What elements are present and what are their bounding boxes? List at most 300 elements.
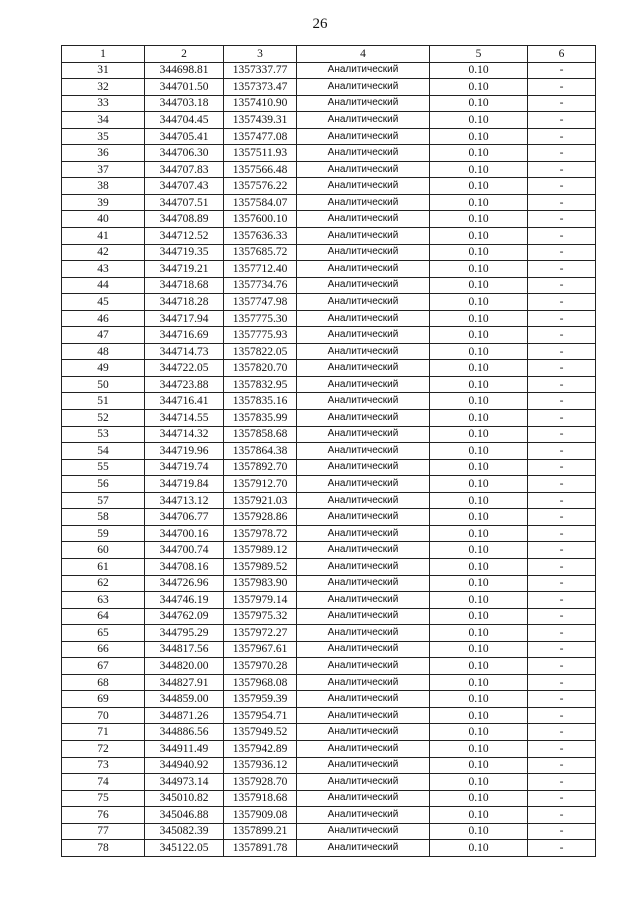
point-number-cell: 57 [62,492,145,509]
x-coordinate-cell: 344817.56 [145,641,224,658]
method-cell: Аналитический [297,360,430,377]
point-number-cell: 55 [62,459,145,476]
point-number-cell: 56 [62,476,145,493]
table-row [62,95,596,112]
note-cell: - [528,128,596,145]
method-cell: Аналитический [297,145,430,162]
method-cell: Аналитический [297,327,430,344]
method-cell: Аналитический [297,310,430,327]
point-number-cell: 54 [62,443,145,460]
accuracy-cell: 0.10 [430,228,528,245]
accuracy-cell: 0.10 [430,360,528,377]
y-coordinate-cell: 1357820.70 [224,360,297,377]
table-row [62,145,596,162]
y-coordinate-cell: 1357899.21 [224,823,297,840]
y-coordinate-cell: 1357983.90 [224,575,297,592]
y-coordinate-cell: 1357712.40 [224,261,297,278]
table-row [62,443,596,460]
point-number-cell: 68 [62,674,145,691]
note-cell: - [528,558,596,575]
note-cell: - [528,575,596,592]
y-coordinate-cell: 1357909.08 [224,807,297,824]
table-row [62,542,596,559]
x-coordinate-cell: 344714.55 [145,410,224,427]
method-cell: Аналитический [297,691,430,708]
method-cell: Аналитический [297,658,430,675]
table-row [62,823,596,840]
accuracy-cell: 0.10 [430,443,528,460]
table-row [62,310,596,327]
x-coordinate-cell: 344706.77 [145,509,224,526]
x-coordinate-cell: 344859.00 [145,691,224,708]
point-number-cell: 53 [62,426,145,443]
table-row [62,525,596,542]
table-row [62,608,596,625]
note-cell: - [528,228,596,245]
y-coordinate-cell: 1357949.52 [224,724,297,741]
method-cell: Аналитический [297,625,430,642]
y-coordinate-cell: 1357928.70 [224,774,297,791]
table-row [62,327,596,344]
table-row [62,393,596,410]
accuracy-cell: 0.10 [430,244,528,261]
method-cell: Аналитический [297,492,430,509]
method-cell: Аналитический [297,790,430,807]
x-coordinate-cell: 344716.41 [145,393,224,410]
method-cell: Аналитический [297,228,430,245]
point-number-cell: 38 [62,178,145,195]
point-number-cell: 62 [62,575,145,592]
table-row [62,724,596,741]
column-header: 6 [528,46,596,63]
coordinates-table [61,45,596,857]
note-cell: - [528,410,596,427]
accuracy-cell: 0.10 [430,194,528,211]
accuracy-cell: 0.10 [430,542,528,559]
method-cell: Аналитический [297,62,430,79]
point-number-cell: 49 [62,360,145,377]
x-coordinate-cell: 344722.05 [145,360,224,377]
x-coordinate-cell: 344707.51 [145,194,224,211]
y-coordinate-cell: 1357975.32 [224,608,297,625]
table-row [62,128,596,145]
x-coordinate-cell: 344719.96 [145,443,224,460]
accuracy-cell: 0.10 [430,145,528,162]
accuracy-cell: 0.10 [430,161,528,178]
method-cell: Аналитический [297,807,430,824]
accuracy-cell: 0.10 [430,62,528,79]
accuracy-cell: 0.10 [430,592,528,609]
y-coordinate-cell: 1357928.86 [224,509,297,526]
y-coordinate-cell: 1357636.33 [224,228,297,245]
table-row [62,343,596,360]
x-coordinate-cell: 345082.39 [145,823,224,840]
point-number-cell: 39 [62,194,145,211]
accuracy-cell: 0.10 [430,790,528,807]
x-coordinate-cell: 344716.69 [145,327,224,344]
note-cell: - [528,740,596,757]
point-number-cell: 43 [62,261,145,278]
note-cell: - [528,542,596,559]
note-cell: - [528,641,596,658]
note-cell: - [528,459,596,476]
point-number-cell: 65 [62,625,145,642]
y-coordinate-cell: 1357373.47 [224,79,297,96]
accuracy-cell: 0.10 [430,658,528,675]
table-row [62,277,596,294]
page-number: 26 [312,16,328,32]
accuracy-cell: 0.10 [430,327,528,344]
note-cell: - [528,691,596,708]
y-coordinate-cell: 1357936.12 [224,757,297,774]
method-cell: Аналитический [297,774,430,791]
y-coordinate-cell: 1357477.08 [224,128,297,145]
table-row [62,774,596,791]
table-row [62,376,596,393]
table-row [62,592,596,609]
table-row [62,641,596,658]
y-coordinate-cell: 1357835.16 [224,393,297,410]
y-coordinate-cell: 1357921.03 [224,492,297,509]
point-number-cell: 59 [62,525,145,542]
note-cell: - [528,757,596,774]
method-cell: Аналитический [297,128,430,145]
point-number-cell: 37 [62,161,145,178]
note-cell: - [528,492,596,509]
y-coordinate-cell: 1357685.72 [224,244,297,261]
point-number-cell: 47 [62,327,145,344]
column-header: 4 [297,46,430,63]
accuracy-cell: 0.10 [430,128,528,145]
table-row [62,807,596,824]
x-coordinate-cell: 344704.45 [145,112,224,129]
method-cell: Аналитический [297,261,430,278]
method-cell: Аналитический [297,426,430,443]
y-coordinate-cell: 1357989.12 [224,542,297,559]
y-coordinate-cell: 1357970.28 [224,658,297,675]
method-cell: Аналитический [297,178,430,195]
x-coordinate-cell: 344706.30 [145,145,224,162]
column-header: 3 [224,46,297,63]
accuracy-cell: 0.10 [430,757,528,774]
accuracy-cell: 0.10 [430,310,528,327]
x-coordinate-cell: 344718.28 [145,294,224,311]
table-body [62,62,596,856]
method-cell: Аналитический [297,707,430,724]
table-row [62,426,596,443]
method-cell: Аналитический [297,211,430,228]
table-row [62,211,596,228]
table-row [62,691,596,708]
accuracy-cell: 0.10 [430,277,528,294]
y-coordinate-cell: 1357822.05 [224,343,297,360]
x-coordinate-cell: 344698.81 [145,62,224,79]
table-row [62,178,596,195]
x-coordinate-cell: 344762.09 [145,608,224,625]
note-cell: - [528,95,596,112]
accuracy-cell: 0.10 [430,724,528,741]
accuracy-cell: 0.10 [430,492,528,509]
y-coordinate-cell: 1357858.68 [224,426,297,443]
method-cell: Аналитический [297,443,430,460]
point-number-cell: 33 [62,95,145,112]
accuracy-cell: 0.10 [430,112,528,129]
accuracy-cell: 0.10 [430,707,528,724]
note-cell: - [528,790,596,807]
point-number-cell: 63 [62,592,145,609]
method-cell: Аналитический [297,724,430,741]
note-cell: - [528,145,596,162]
point-number-cell: 36 [62,145,145,162]
method-cell: Аналитический [297,823,430,840]
y-coordinate-cell: 1357835.99 [224,410,297,427]
point-number-cell: 70 [62,707,145,724]
method-cell: Аналитический [297,410,430,427]
accuracy-cell: 0.10 [430,575,528,592]
note-cell: - [528,79,596,96]
accuracy-cell: 0.10 [430,823,528,840]
y-coordinate-cell: 1357832.95 [224,376,297,393]
note-cell: - [528,327,596,344]
y-coordinate-cell: 1357967.61 [224,641,297,658]
table-row [62,658,596,675]
method-cell: Аналитический [297,343,430,360]
y-coordinate-cell: 1357775.30 [224,310,297,327]
table-row [62,79,596,96]
point-number-cell: 77 [62,823,145,840]
method-cell: Аналитический [297,194,430,211]
table-row [62,840,596,857]
method-cell: Аналитический [297,608,430,625]
method-cell: Аналитический [297,592,430,609]
method-cell: Аналитический [297,244,430,261]
accuracy-cell: 0.10 [430,459,528,476]
accuracy-cell: 0.10 [430,674,528,691]
point-number-cell: 69 [62,691,145,708]
note-cell: - [528,294,596,311]
point-number-cell: 64 [62,608,145,625]
accuracy-cell: 0.10 [430,95,528,112]
note-cell: - [528,476,596,493]
x-coordinate-cell: 345010.82 [145,790,224,807]
method-cell: Аналитический [297,757,430,774]
point-number-cell: 31 [62,62,145,79]
table-row [62,360,596,377]
x-coordinate-cell: 344719.74 [145,459,224,476]
method-cell: Аналитический [297,509,430,526]
point-number-cell: 35 [62,128,145,145]
x-coordinate-cell: 345046.88 [145,807,224,824]
note-cell: - [528,592,596,609]
point-number-cell: 60 [62,542,145,559]
column-header: 1 [62,46,145,63]
note-cell: - [528,310,596,327]
table-row [62,674,596,691]
point-number-cell: 73 [62,757,145,774]
note-cell: - [528,426,596,443]
table-row [62,228,596,245]
note-cell: - [528,625,596,642]
x-coordinate-cell: 344726.96 [145,575,224,592]
point-number-cell: 32 [62,79,145,96]
note-cell: - [528,211,596,228]
x-coordinate-cell: 344827.91 [145,674,224,691]
accuracy-cell: 0.10 [430,740,528,757]
x-coordinate-cell: 344712.52 [145,228,224,245]
x-coordinate-cell: 344700.16 [145,525,224,542]
accuracy-cell: 0.10 [430,79,528,96]
point-number-cell: 75 [62,790,145,807]
x-coordinate-cell: 344795.29 [145,625,224,642]
x-coordinate-cell: 344719.35 [145,244,224,261]
method-cell: Аналитический [297,112,430,129]
accuracy-cell: 0.10 [430,211,528,228]
table-row [62,62,596,79]
point-number-cell: 45 [62,294,145,311]
x-coordinate-cell: 344707.43 [145,178,224,195]
note-cell: - [528,360,596,377]
x-coordinate-cell: 345122.05 [145,840,224,857]
note-cell: - [528,658,596,675]
column-header: 2 [145,46,224,63]
x-coordinate-cell: 344701.50 [145,79,224,96]
table-row [62,194,596,211]
x-coordinate-cell: 344973.14 [145,774,224,791]
y-coordinate-cell: 1357979.14 [224,592,297,609]
method-cell: Аналитический [297,525,430,542]
table-row [62,161,596,178]
x-coordinate-cell: 344713.12 [145,492,224,509]
y-coordinate-cell: 1357337.77 [224,62,297,79]
point-number-cell: 72 [62,740,145,757]
point-number-cell: 67 [62,658,145,675]
y-coordinate-cell: 1357566.48 [224,161,297,178]
method-cell: Аналитический [297,79,430,96]
method-cell: Аналитический [297,95,430,112]
x-coordinate-cell: 344886.56 [145,724,224,741]
note-cell: - [528,244,596,261]
y-coordinate-cell: 1357775.93 [224,327,297,344]
x-coordinate-cell: 344703.18 [145,95,224,112]
accuracy-cell: 0.10 [430,261,528,278]
accuracy-cell: 0.10 [430,509,528,526]
note-cell: - [528,62,596,79]
y-coordinate-cell: 1357978.72 [224,525,297,542]
accuracy-cell: 0.10 [430,558,528,575]
point-number-cell: 51 [62,393,145,410]
y-coordinate-cell: 1357410.90 [224,95,297,112]
x-coordinate-cell: 344708.16 [145,558,224,575]
accuracy-cell: 0.10 [430,376,528,393]
point-number-cell: 34 [62,112,145,129]
accuracy-cell: 0.10 [430,476,528,493]
point-number-cell: 61 [62,558,145,575]
table-row [62,244,596,261]
x-coordinate-cell: 344714.32 [145,426,224,443]
point-number-cell: 40 [62,211,145,228]
y-coordinate-cell: 1357968.08 [224,674,297,691]
table-row [62,740,596,757]
note-cell: - [528,261,596,278]
accuracy-cell: 0.10 [430,393,528,410]
note-cell: - [528,525,596,542]
note-cell: - [528,807,596,824]
y-coordinate-cell: 1357942.89 [224,740,297,757]
point-number-cell: 52 [62,410,145,427]
accuracy-cell: 0.10 [430,343,528,360]
column-header: 5 [430,46,528,63]
y-coordinate-cell: 1357972.27 [224,625,297,642]
x-coordinate-cell: 344719.84 [145,476,224,493]
point-number-cell: 58 [62,509,145,526]
method-cell: Аналитический [297,558,430,575]
table-row [62,509,596,526]
table-row [62,459,596,476]
accuracy-cell: 0.10 [430,525,528,542]
accuracy-cell: 0.10 [430,807,528,824]
method-cell: Аналитический [297,575,430,592]
table-row [62,707,596,724]
x-coordinate-cell: 344705.41 [145,128,224,145]
method-cell: Аналитический [297,294,430,311]
note-cell: - [528,509,596,526]
x-coordinate-cell: 344911.49 [145,740,224,757]
method-cell: Аналитический [297,277,430,294]
table-row [62,492,596,509]
x-coordinate-cell: 344820.00 [145,658,224,675]
y-coordinate-cell: 1357747.98 [224,294,297,311]
x-coordinate-cell: 344707.83 [145,161,224,178]
note-cell: - [528,161,596,178]
y-coordinate-cell: 1357959.39 [224,691,297,708]
x-coordinate-cell: 344700.74 [145,542,224,559]
x-coordinate-cell: 344723.88 [145,376,224,393]
point-number-cell: 71 [62,724,145,741]
x-coordinate-cell: 344714.73 [145,343,224,360]
y-coordinate-cell: 1357989.52 [224,558,297,575]
table-row [62,476,596,493]
point-number-cell: 42 [62,244,145,261]
note-cell: - [528,840,596,857]
note-cell: - [528,823,596,840]
point-number-cell: 78 [62,840,145,857]
accuracy-cell: 0.10 [430,426,528,443]
accuracy-cell: 0.10 [430,625,528,642]
x-coordinate-cell: 344746.19 [145,592,224,609]
note-cell: - [528,443,596,460]
y-coordinate-cell: 1357892.70 [224,459,297,476]
accuracy-cell: 0.10 [430,691,528,708]
note-cell: - [528,343,596,360]
method-cell: Аналитический [297,476,430,493]
accuracy-cell: 0.10 [430,178,528,195]
method-cell: Аналитический [297,393,430,410]
point-number-cell: 66 [62,641,145,658]
method-cell: Аналитический [297,740,430,757]
accuracy-cell: 0.10 [430,410,528,427]
table-row [62,558,596,575]
method-cell: Аналитический [297,674,430,691]
note-cell: - [528,277,596,294]
note-cell: - [528,774,596,791]
method-cell: Аналитический [297,840,430,857]
y-coordinate-cell: 1357439.31 [224,112,297,129]
table-header-row [62,46,596,63]
y-coordinate-cell: 1357584.07 [224,194,297,211]
note-cell: - [528,178,596,195]
x-coordinate-cell: 344871.26 [145,707,224,724]
point-number-cell: 76 [62,807,145,824]
